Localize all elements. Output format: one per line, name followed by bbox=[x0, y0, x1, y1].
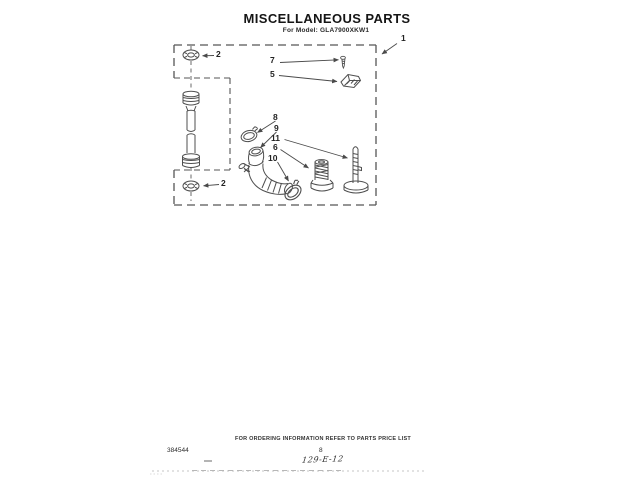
callout-2-washer-bottom: 2 bbox=[221, 178, 226, 188]
clamp-bracket-drawing bbox=[341, 75, 361, 88]
ordering-note: FOR ORDERING INFORMATION REFER TO PARTS PRICE LIST bbox=[235, 436, 411, 442]
coupling-nut-drawing bbox=[311, 160, 333, 191]
callout-9-drain-elbow: 9 bbox=[274, 123, 279, 133]
document-number: 384544 bbox=[167, 447, 189, 454]
callout-2-washer-top: 2 bbox=[216, 49, 221, 59]
page-number: 8 bbox=[319, 447, 323, 454]
callout-5-clamp-bracket: 5 bbox=[270, 69, 275, 79]
page-title: MISCELLANEOUS PARTS bbox=[243, 11, 411, 26]
callout-7-screw: 7 bbox=[270, 55, 275, 65]
screw-drawing bbox=[341, 56, 346, 68]
callout-6-coupling-nut: 6 bbox=[273, 142, 278, 152]
hose-washer-bottom-drawing bbox=[183, 181, 199, 191]
callout-8-clamp-ring-upper: 8 bbox=[273, 112, 278, 122]
model-number-line: For Model: GLA7900XKW1 bbox=[282, 27, 370, 34]
leveling-leg-drawing bbox=[344, 147, 368, 193]
inlet-hose-drawing bbox=[183, 91, 200, 167]
hose-washer-top-drawing bbox=[183, 50, 199, 60]
scan-artifact-lines bbox=[150, 461, 425, 474]
callout-leader-arrows bbox=[203, 44, 398, 186]
callout-11-leveling-leg: 11 bbox=[271, 133, 280, 143]
handwritten-code: 129-E-12 bbox=[301, 454, 345, 465]
callout-1-box: 1 bbox=[401, 33, 406, 43]
callout-10-clamp-ring-lower: 10 bbox=[268, 153, 278, 163]
clamp-ring-upper-drawing bbox=[239, 126, 260, 143]
